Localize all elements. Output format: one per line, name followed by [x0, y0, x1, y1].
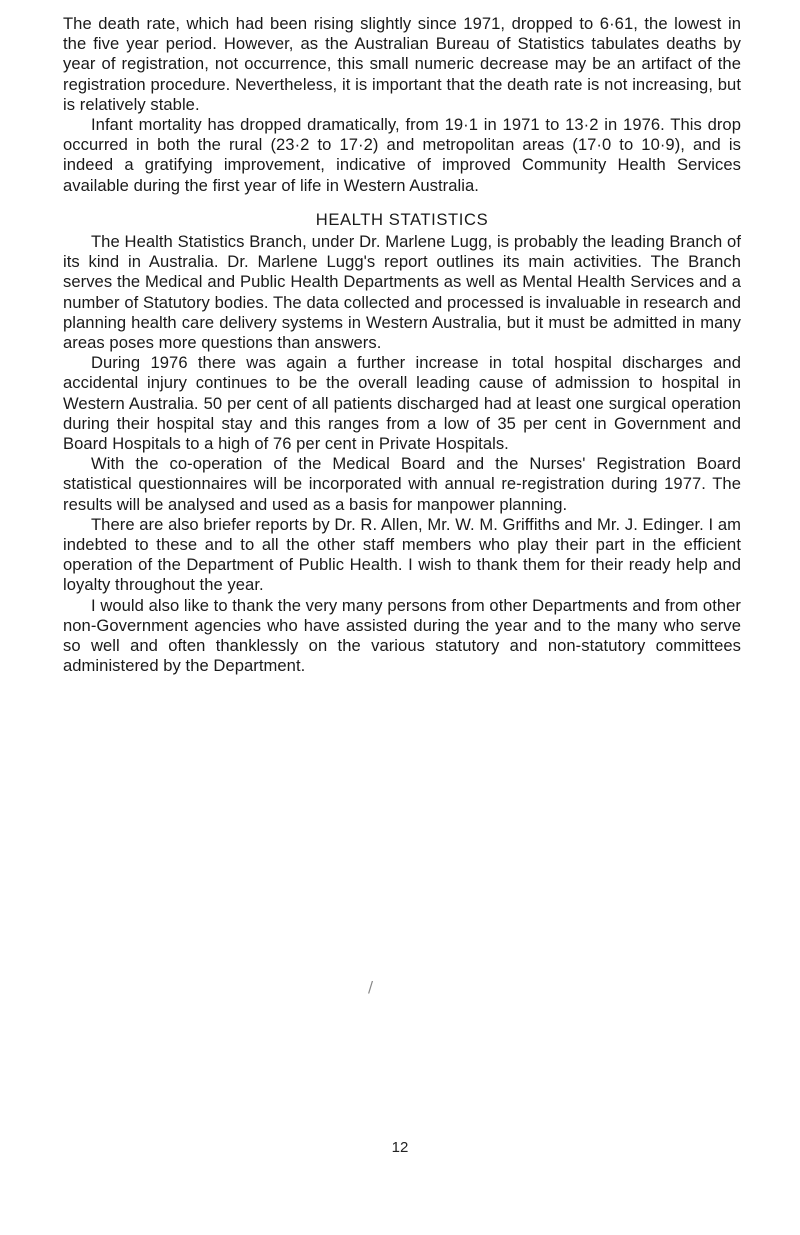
- stray-mark: /: [368, 978, 374, 996]
- paragraph-hospital-discharges: During 1976 there was again a further increase in total hospital discharges and accidental injury continues to be the overall leading cause of admission to hospital in Western Australia. 50 per cent of all patients discharged had at least one surgical operation during their hospital stay and this ranges from a low of 35 per cent in Government and Board Hospitals to a high of 76 per cent in Private Hospitals.: [63, 353, 741, 454]
- page-number: 12: [391, 1139, 409, 1156]
- paragraph-staff-thanks: There are also briefer reports by Dr. R. Allen, Mr. W. M. Griffiths and Mr. J. Edinger. I am indebted to these and to all the other staff members who play their part in the efficient operation of the Department of Public Health. I wish to thank them for their ready help and loyalty throughout the year.: [63, 514, 741, 595]
- paragraph-infant-mortality: Infant mortality has dropped dramatically, from 19·1 in 1971 to 13·2 in 1976. This drop occurred in both the rural (23·2 to 17·2) and metropolitan areas (17·0 to 10·9), and is indeed a gratifying improvement, indicative of improved Community Health Services available during the first year of life in Western Australia.: [63, 115, 741, 195]
- paragraph-other-departments-thanks: I would also like to thank the very many persons from other Departments and from other non-Government agencies who have assisted during the year and to the many who serve so well and often thanklessly on the various statutory and non-statutory committees administered by the Department.: [63, 595, 741, 676]
- paragraph-questionnaires: With the co-operation of the Medical Board and the Nurses' Registration Board statistical questionnaires will be incorporated with annual re-registration during 1977. The results will be analysed and used as a basis for manpower planning.: [63, 454, 741, 514]
- section-heading: HEALTH STATISTICS: [315, 209, 489, 229]
- paragraph-health-statistics-branch: The Health Statistics Branch, under Dr. Marlene Lugg, is probably the leading Branch of its kind in Australia. Dr. Marlene Lugg's report outlines its main activities. The Branch serves the Medical and Public Health Departments as well as Mental Health Services and a number of Statutory bodies. The data collected and processed is invaluable in research and planning health care delivery systems in Western Australia, but it must be admitted in many areas poses more questions than answers.: [63, 232, 741, 353]
- paragraph-death-rate: The death rate, which had been rising slightly since 1971, dropped to 6·61, the lowest in the five year period. However, as the Australian Bureau of Statistics tabulates deaths by year of registration, not occurrence, this small numeric decrease may be an artifact of the registration procedure. Nevertheless, it is important that the death rate is not increasing, but is relatively stable.: [63, 14, 741, 114]
- document-page: [63, 14, 741, 677]
